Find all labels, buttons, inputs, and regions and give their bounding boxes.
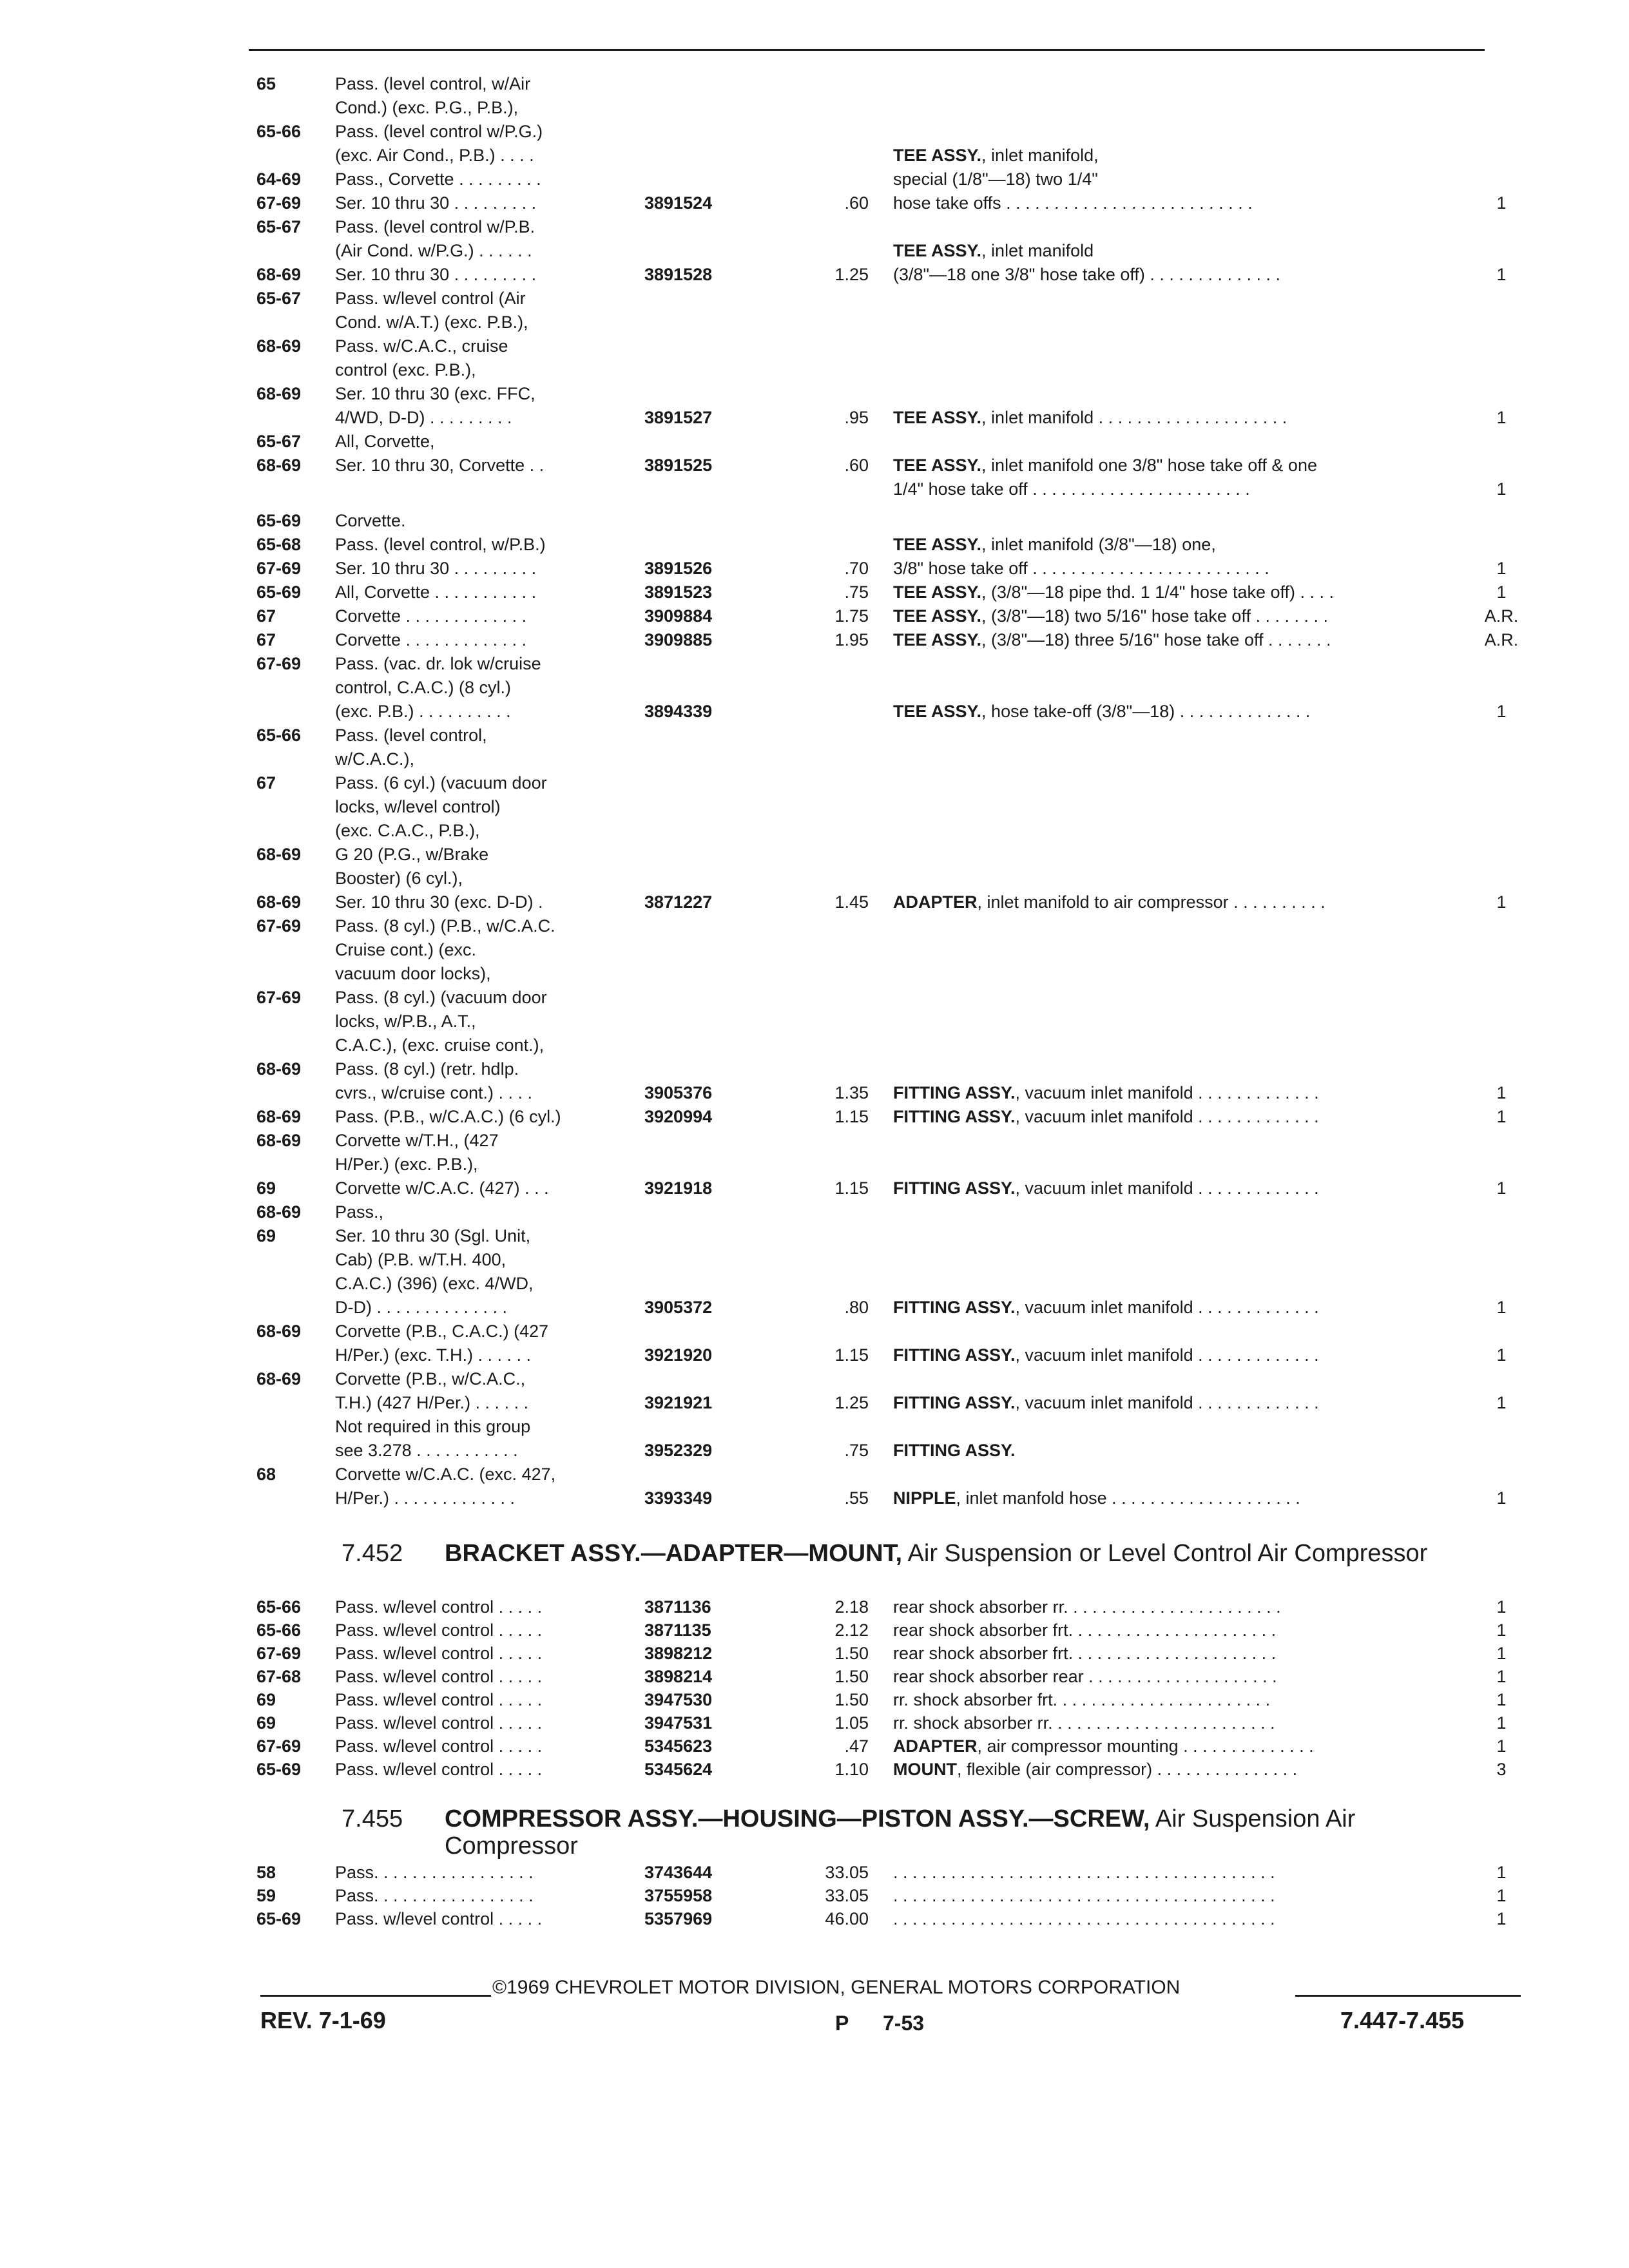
row-price: 1.95 xyxy=(834,630,869,649)
row-quantity: 1 xyxy=(1496,1690,1507,1709)
row-price: 1.15 xyxy=(834,1107,869,1126)
row-model: Booster) (6 cyl.), xyxy=(335,869,463,888)
row-price: .80 xyxy=(844,1298,869,1317)
row-model: Pass. (level control w/P.G.) xyxy=(335,122,543,141)
row-model: (exc. Air Cond., P.B.) . . . . xyxy=(335,146,534,165)
row-quantity: 1 xyxy=(1496,265,1507,284)
row-description: hose take offs . . . . . . . . . . . . . . . . . . . . . . . . . . xyxy=(893,193,1253,213)
row-price: .70 xyxy=(844,559,869,578)
row-model: Pass. w/level control . . . . . xyxy=(335,1909,543,1928)
row-part-number: 3921921 xyxy=(644,1393,713,1412)
row-model: Pass. w/level control . . . . . xyxy=(335,1644,543,1663)
row-description: ADAPTER, inlet manifold to air compressor . . . . . . . . . . xyxy=(893,892,1325,912)
row-part-number: 3898214 xyxy=(644,1667,713,1686)
row-year: 65-67 xyxy=(256,289,302,308)
row-year: 69 xyxy=(256,1178,276,1198)
row-year: 67-69 xyxy=(256,916,302,936)
row-part-number: 3909884 xyxy=(644,606,713,626)
row-quantity: 1 xyxy=(1496,1620,1507,1640)
row-model: Pass. (P.B., w/C.A.C.) (6 cyl.) xyxy=(335,1107,561,1126)
row-price: 1.50 xyxy=(834,1644,869,1663)
row-part-number: 3871136 xyxy=(644,1597,711,1617)
row-year: 68-69 xyxy=(256,1202,302,1222)
row-model: Pass. w/C.A.C., cruise xyxy=(335,336,508,356)
row-part-number: 3871227 xyxy=(644,892,713,912)
row-year: 67-69 xyxy=(256,559,302,578)
row-description: FITTING ASSY., vacuum inlet manifold . . . . . . . . . . . . . xyxy=(893,1393,1319,1412)
row-quantity: A.R. xyxy=(1484,606,1519,626)
row-year: 68-69 xyxy=(256,845,302,864)
row-model: Pass. (6 cyl.) (vacuum door xyxy=(335,773,547,793)
row-year: 58 xyxy=(256,1863,276,1882)
row-year: 65-69 xyxy=(256,1909,302,1928)
row-model: All, Corvette, xyxy=(335,432,435,451)
row-year: 65-69 xyxy=(256,1760,302,1779)
row-year: 67-68 xyxy=(256,1667,302,1686)
row-part-number: 3921918 xyxy=(644,1178,713,1198)
row-model: C.A.C.) (396) (exc. 4/WD, xyxy=(335,1274,534,1293)
row-model: Corvette w/C.A.C. (427) . . . xyxy=(335,1178,549,1198)
row-quantity: 1 xyxy=(1496,1713,1507,1733)
section-title-7-452 xyxy=(445,1540,1476,1567)
row-year: 65-66 xyxy=(256,1620,302,1640)
row-model: Pass. . . . . . . . . . . . . . . . . xyxy=(335,1863,534,1882)
row-year: 69 xyxy=(256,1713,276,1733)
row-part-number: 5345624 xyxy=(644,1760,713,1779)
row-model: Pass. (level control, w/P.B.) xyxy=(335,535,546,554)
row-model: Pass. w/level control . . . . . xyxy=(335,1760,543,1779)
row-year: 68-69 xyxy=(256,1369,302,1389)
row-description: rear shock absorber rr. . . . . . . . . . . . . . . . . . . . . . . xyxy=(893,1597,1281,1617)
row-description: 1/4" hose take off . . . . . . . . . . . . . . . . . . . . . . . xyxy=(893,479,1250,499)
row-year: 65-66 xyxy=(256,122,302,141)
row-price: 1.05 xyxy=(834,1713,869,1733)
row-description: TEE ASSY., inlet manifold xyxy=(893,241,1094,260)
row-year: 68 xyxy=(256,1465,276,1484)
row-year: 68-69 xyxy=(256,892,302,912)
row-price: .75 xyxy=(844,582,869,602)
row-model: Ser. 10 thru 30 (exc. D-D) . xyxy=(335,892,543,912)
row-price: 1.25 xyxy=(834,265,869,284)
footer-rule-right xyxy=(1295,1995,1521,1997)
row-description: TEE ASSY., (3/8"—18) two 5/16" hose take off . . . . . . . . xyxy=(893,606,1328,626)
row-model: 4/WD, D-D) . . . . . . . . . xyxy=(335,408,512,427)
revision-date: REV. 7-1-69 xyxy=(260,2007,386,2033)
row-quantity: 1 xyxy=(1496,1488,1507,1508)
row-price: 1.50 xyxy=(834,1690,869,1709)
row-part-number: 3891526 xyxy=(644,559,713,578)
row-year: 68-69 xyxy=(256,265,302,284)
row-quantity: 1 xyxy=(1496,1597,1507,1617)
section-title-7-455 xyxy=(445,1805,1476,1860)
row-year: 68-69 xyxy=(256,1059,302,1079)
row-year: 65-69 xyxy=(256,582,302,602)
row-price: .60 xyxy=(844,456,869,475)
row-model: Pass. (level control, xyxy=(335,726,487,745)
row-model: T.H.) (427 H/Per.) . . . . . . xyxy=(335,1393,529,1412)
row-year: 65-67 xyxy=(256,217,302,236)
row-part-number: 3920994 xyxy=(644,1107,713,1126)
row-part-number: 3909885 xyxy=(644,630,713,649)
row-description: TEE ASSY., inlet manifold (3/8"—18) one, xyxy=(893,535,1216,554)
row-year: 68-69 xyxy=(256,1107,302,1126)
row-quantity: 1 xyxy=(1496,1393,1507,1412)
row-model: C.A.C.), (exc. cruise cont.), xyxy=(335,1035,545,1055)
row-year: 69 xyxy=(256,1690,276,1709)
row-quantity: 1 xyxy=(1496,1644,1507,1663)
row-price: 1.75 xyxy=(834,606,869,626)
row-quantity: 1 xyxy=(1496,408,1507,427)
row-price: 46.00 xyxy=(825,1909,869,1928)
row-description: rear shock absorber rear . . . . . . . . . . . . . . . . . . . . xyxy=(893,1667,1277,1686)
row-part-number: 3743644 xyxy=(644,1863,713,1882)
row-price: .60 xyxy=(844,193,869,213)
row-quantity: 3 xyxy=(1496,1760,1507,1779)
row-description: . . . . . . . . . . . . . . . . . . . . . . . . . . . . . . . . . . . . . . . . xyxy=(893,1909,1275,1928)
row-quantity: 1 xyxy=(1496,1863,1507,1882)
row-model: (exc. P.B.) . . . . . . . . . . xyxy=(335,702,511,721)
row-description: ADAPTER, air compressor mounting . . . . . . . . . . . . . . xyxy=(893,1736,1314,1756)
row-quantity: 1 xyxy=(1496,1886,1507,1905)
row-description: TEE ASSY., inlet manifold one 3/8" hose take off & one xyxy=(893,456,1317,475)
row-year: 65-69 xyxy=(256,511,302,530)
row-model: Corvette w/T.H., (427 xyxy=(335,1131,499,1150)
row-quantity: 1 xyxy=(1496,1909,1507,1928)
row-part-number: 3891523 xyxy=(644,582,713,602)
row-model: Cruise cont.) (exc. xyxy=(335,940,477,959)
section-range: 7.447-7.455 xyxy=(1340,2007,1465,2033)
row-part-number: 3947530 xyxy=(644,1690,713,1709)
row-part-number: 3898212 xyxy=(644,1644,713,1663)
row-model: Pass. . . . . . . . . . . . . . . . . xyxy=(335,1886,534,1905)
row-description: FITTING ASSY., vacuum inlet manifold . . . . . . . . . . . . . xyxy=(893,1083,1319,1102)
row-model: Ser. 10 thru 30 . . . . . . . . . xyxy=(335,559,537,578)
section-number-7-452: 7.452 xyxy=(342,1540,403,1567)
row-price: 33.05 xyxy=(825,1886,869,1905)
page-number: 7-53 xyxy=(883,2012,925,2035)
row-price: .47 xyxy=(844,1736,869,1756)
row-model: Corvette (P.B., C.A.C.) (427 xyxy=(335,1321,549,1341)
row-part-number: 3905372 xyxy=(644,1298,713,1317)
row-description: FITTING ASSY., vacuum inlet manifold . . . . . . . . . . . . . xyxy=(893,1298,1319,1317)
row-model: Corvette . . . . . . . . . . . . . xyxy=(335,606,527,626)
row-price: 33.05 xyxy=(825,1863,869,1882)
row-model: (exc. C.A.C., P.B.), xyxy=(335,821,480,840)
row-model: Pass. (level control, w/Air xyxy=(335,74,531,93)
row-part-number: 3891527 xyxy=(644,408,713,427)
row-quantity: 1 xyxy=(1496,1736,1507,1756)
row-model: Corvette . . . . . . . . . . . . . xyxy=(335,630,527,649)
row-description: special (1/8"—18) two 1/4" xyxy=(893,169,1098,189)
row-model: Cond.) (exc. P.G., P.B.), xyxy=(335,98,519,117)
row-description: TEE ASSY., (3/8"—18) three 5/16" hose take off . . . . . . . xyxy=(893,630,1331,649)
row-year: 67-69 xyxy=(256,1736,302,1756)
row-model: Ser. 10 thru 30 . . . . . . . . . xyxy=(335,265,537,284)
row-price: 1.15 xyxy=(834,1345,869,1365)
row-model: H/Per.) (exc. P.B.), xyxy=(335,1155,478,1174)
row-year: 67 xyxy=(256,630,276,649)
row-description: rr. shock absorber rr. . . . . . . . . . . . . . . . . . . . . . . . xyxy=(893,1713,1275,1733)
row-description: FITTING ASSY., vacuum inlet manifold . . . . . . . . . . . . . xyxy=(893,1345,1319,1365)
row-year: 68-69 xyxy=(256,336,302,356)
row-model: Pass. w/level control . . . . . xyxy=(335,1620,543,1640)
row-year: 65-66 xyxy=(256,726,302,745)
row-year: 65-68 xyxy=(256,535,302,554)
row-description: rear shock absorber frt. . . . . . . . . . . . . . . . . . . . . . xyxy=(893,1644,1277,1663)
row-description: TEE ASSY., inlet manifold . . . . . . . . . . . . . . . . . . . . xyxy=(893,408,1287,427)
row-quantity: 1 xyxy=(1496,1345,1507,1365)
row-price: 1.15 xyxy=(834,1178,869,1198)
row-model: Not required in this group xyxy=(335,1417,531,1436)
footer-rule-left xyxy=(260,1995,491,1997)
row-model: locks, w/level control) xyxy=(335,797,501,816)
row-description: rr. shock absorber frt. . . . . . . . . . . . . . . . . . . . . . . xyxy=(893,1690,1271,1709)
row-description: FITTING ASSY. xyxy=(893,1441,1016,1460)
row-model: Pass. w/level control . . . . . xyxy=(335,1736,543,1756)
row-part-number: 5345623 xyxy=(644,1736,713,1756)
section-title-rest: Air Suspension or Level Control Air Compressor xyxy=(902,1540,1428,1567)
row-year: 67-69 xyxy=(256,193,302,213)
row-price: .95 xyxy=(844,408,869,427)
row-year: 64-69 xyxy=(256,169,302,189)
row-price: 2.12 xyxy=(834,1620,869,1640)
row-model: Pass. w/level control (Air xyxy=(335,289,526,308)
row-quantity: 1 xyxy=(1496,193,1507,213)
page-prefix: P xyxy=(835,2012,849,2035)
row-model: Ser. 10 thru 30 (Sgl. Unit, xyxy=(335,1226,531,1245)
row-model: Ser. 10 thru 30 (exc. FFC, xyxy=(335,384,535,403)
row-price: 1.45 xyxy=(834,892,869,912)
row-quantity: 1 xyxy=(1496,892,1507,912)
row-part-number: 3894339 xyxy=(644,702,713,721)
row-description: NIPPLE, inlet manfold hose . . . . . . . . . . . . . . . . . . . . xyxy=(893,1488,1300,1508)
row-model: Pass. w/level control . . . . . xyxy=(335,1713,543,1733)
row-year: 67-69 xyxy=(256,1644,302,1663)
row-model: w/C.A.C.), xyxy=(335,749,415,769)
row-model: see 3.278 . . . . . . . . . . . xyxy=(335,1441,518,1460)
row-price: .55 xyxy=(844,1488,869,1508)
row-model: G 20 (P.G., w/Brake xyxy=(335,845,489,864)
row-year: 67 xyxy=(256,773,276,793)
row-description: TEE ASSY., inlet manifold, xyxy=(893,146,1099,165)
section-title-bold: BRACKET ASSY.—ADAPTER—MOUNT, xyxy=(445,1540,903,1567)
row-year: 68-69 xyxy=(256,456,302,475)
row-model: Pass. (8 cyl.) (P.B., w/C.A.C. xyxy=(335,916,555,936)
top-rule xyxy=(249,49,1485,51)
row-year: 68-69 xyxy=(256,1131,302,1150)
row-quantity: 1 xyxy=(1496,1178,1507,1198)
row-quantity: 1 xyxy=(1496,1298,1507,1317)
row-quantity: 1 xyxy=(1496,1667,1507,1686)
row-model: control, C.A.C.) (8 cyl.) xyxy=(335,678,512,697)
row-model: Corvette w/C.A.C. (exc. 427, xyxy=(335,1465,556,1484)
row-quantity: 1 xyxy=(1496,1083,1507,1102)
row-model: (Air Cond. w/P.G.) . . . . . . xyxy=(335,241,532,260)
row-price: 1.25 xyxy=(834,1393,869,1412)
row-model: Pass. w/level control . . . . . xyxy=(335,1667,543,1686)
row-model: Ser. 10 thru 30 . . . . . . . . . xyxy=(335,193,537,213)
row-model: locks, w/P.B., A.T., xyxy=(335,1012,476,1031)
row-part-number: 3952329 xyxy=(644,1441,713,1460)
row-quantity: 1 xyxy=(1496,582,1507,602)
row-year: 65-67 xyxy=(256,432,302,451)
row-year: 68-69 xyxy=(256,1321,302,1341)
row-model: Pass. (8 cyl.) (vacuum door xyxy=(335,988,547,1007)
row-model: Ser. 10 thru 30, Corvette . . xyxy=(335,456,545,475)
row-part-number: 3905376 xyxy=(644,1083,713,1102)
row-model: Pass., xyxy=(335,1202,384,1222)
row-year: 67-69 xyxy=(256,988,302,1007)
row-description: MOUNT, flexible (air compressor) . . . . . . . . . . . . . . . xyxy=(893,1760,1298,1779)
row-model: Pass. w/level control . . . . . xyxy=(335,1597,543,1617)
row-part-number: 3755958 xyxy=(644,1886,713,1905)
row-model: All, Corvette . . . . . . . . . . . xyxy=(335,582,537,602)
row-quantity: 1 xyxy=(1496,1107,1507,1126)
row-model: Pass. w/level control . . . . . xyxy=(335,1690,543,1709)
row-year: 67-69 xyxy=(256,654,302,673)
row-description: TEE ASSY., (3/8"—18 pipe thd. 1 1/4" hose take off) . . . . xyxy=(893,582,1335,602)
row-price: .75 xyxy=(844,1441,869,1460)
row-description: . . . . . . . . . . . . . . . . . . . . . . . . . . . . . . . . . . . . . . . . xyxy=(893,1863,1275,1882)
row-price: 1.35 xyxy=(834,1083,869,1102)
row-quantity: 1 xyxy=(1496,702,1507,721)
row-year: 68-69 xyxy=(256,384,302,403)
row-model: Corvette (P.B., w/C.A.C., xyxy=(335,1369,526,1389)
row-model: cvrs., w/cruise cont.) . . . . xyxy=(335,1083,533,1102)
row-model: Pass. (8 cyl.) (retr. hdlp. xyxy=(335,1059,519,1079)
row-part-number: 3921920 xyxy=(644,1345,713,1365)
copyright-line: ©1969 CHEVROLET MOTOR DIVISION, GENERAL MOTORS CORPORATION xyxy=(492,1977,1181,1998)
row-part-number: 3891525 xyxy=(644,456,713,475)
row-description: FITTING ASSY., vacuum inlet manifold . . . . . . . . . . . . . xyxy=(893,1178,1319,1198)
row-description: . . . . . . . . . . . . . . . . . . . . . . . . . . . . . . . . . . . . . . . . xyxy=(893,1886,1275,1905)
row-model: vacuum door locks), xyxy=(335,964,491,983)
row-part-number: 3393349 xyxy=(644,1488,713,1508)
row-model: H/Per.) (exc. T.H.) . . . . . . xyxy=(335,1345,532,1365)
row-model: Pass., Corvette . . . . . . . . . xyxy=(335,169,541,189)
row-price: 2.18 xyxy=(834,1597,869,1617)
section-title-rest: Air Suspension Air Compressor xyxy=(445,1805,1356,1860)
row-description: TEE ASSY., hose take-off (3/8"—18) . . . . . . . . . . . . . . xyxy=(893,702,1311,721)
row-model: Cond. w/A.T.) (exc. P.B.), xyxy=(335,312,528,332)
row-model: H/Per.) . . . . . . . . . . . . . xyxy=(335,1488,516,1508)
row-part-number: 3947531 xyxy=(644,1713,713,1733)
section-title-bold: COMPRESSOR ASSY.—HOUSING—PISTON ASSY.—SCREW, xyxy=(445,1805,1150,1832)
row-quantity: A.R. xyxy=(1484,630,1519,649)
row-part-number: 3871135 xyxy=(644,1620,711,1640)
row-description: (3/8"—18 one 3/8" hose take off) . . . . . . . . . . . . . . xyxy=(893,265,1280,284)
row-part-number: 3891524 xyxy=(644,193,713,213)
row-description: rear shock absorber frt. . . . . . . . . . . . . . . . . . . . . . xyxy=(893,1620,1277,1640)
row-price: 1.50 xyxy=(834,1667,869,1686)
row-model: control (exc. P.B.), xyxy=(335,360,476,380)
row-description: 3/8" hose take off . . . . . . . . . . . . . . . . . . . . . . . . . xyxy=(893,559,1269,578)
row-year: 67 xyxy=(256,606,276,626)
row-year: 59 xyxy=(256,1886,276,1905)
row-model: Pass. (level control w/P.B. xyxy=(335,217,535,236)
row-year: 65-66 xyxy=(256,1597,302,1617)
row-model: Pass. (vac. dr. lok w/cruise xyxy=(335,654,541,673)
row-description: FITTING ASSY., vacuum inlet manifold . . . . . . . . . . . . . xyxy=(893,1107,1319,1126)
row-model: Cab) (P.B. w/T.H. 400, xyxy=(335,1250,506,1269)
row-quantity: 1 xyxy=(1496,479,1507,499)
row-quantity: 1 xyxy=(1496,559,1507,578)
row-year: 69 xyxy=(256,1226,276,1245)
section-number-7-455: 7.455 xyxy=(342,1805,403,1832)
row-part-number: 5357969 xyxy=(644,1909,713,1928)
row-year: 65 xyxy=(256,74,276,93)
row-price: 1.10 xyxy=(834,1760,869,1779)
row-part-number: 3891528 xyxy=(644,265,713,284)
row-model: D-D) . . . . . . . . . . . . . . xyxy=(335,1298,508,1317)
row-model: Corvette. xyxy=(335,511,406,530)
